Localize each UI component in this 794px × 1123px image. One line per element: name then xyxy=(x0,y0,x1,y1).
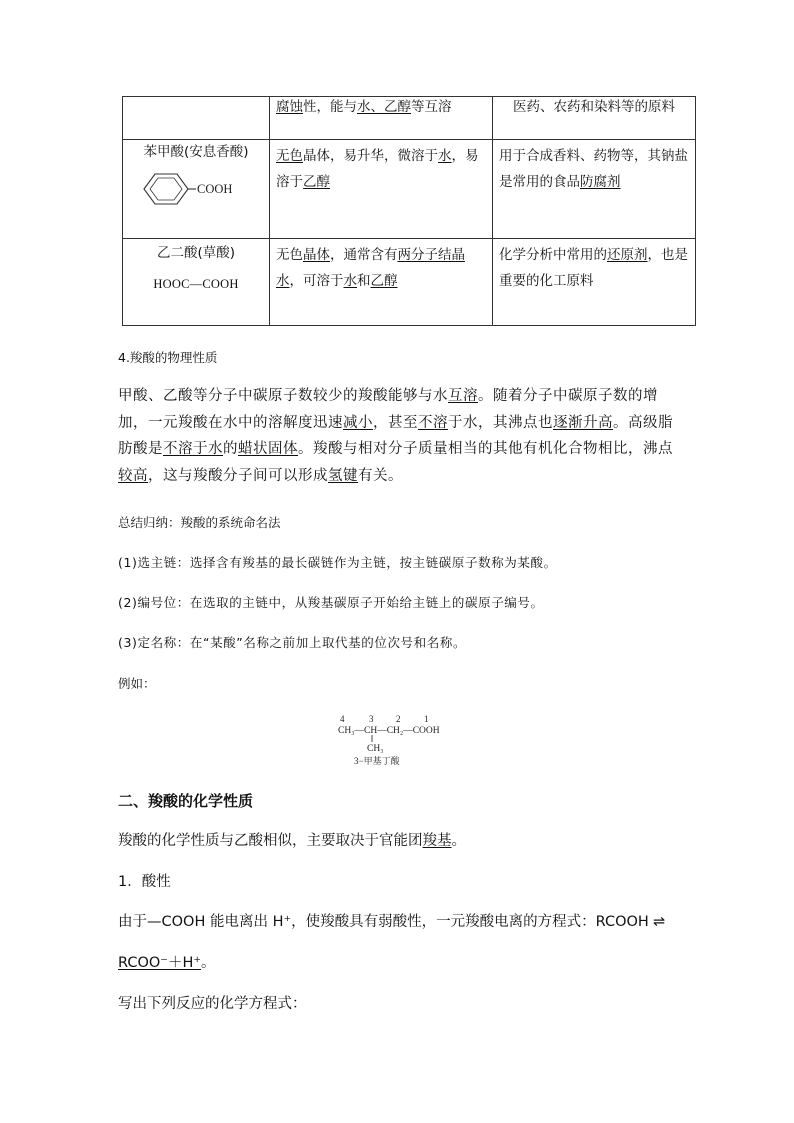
cell-text: 无色 xyxy=(276,247,303,263)
section-two-heading: 二、羧酸的化学性质 xyxy=(118,792,254,810)
compound-name: 苯甲酸(安息香酸) xyxy=(143,144,249,160)
underlined-answer: 蜡状固体 xyxy=(238,441,298,457)
table-cell xyxy=(493,140,696,239)
compound-name: 乙二酸(草酸) xyxy=(156,245,236,261)
underlined-answer: 水 xyxy=(343,272,357,289)
underlined-answer: 不溶 xyxy=(418,414,448,431)
underlined-answer: 水、乙醇 xyxy=(357,99,411,115)
underlined-answer: 还原剂 xyxy=(607,247,648,263)
cell-text: 晶体，易升华，微溶于 xyxy=(303,148,438,164)
text: 甲酸、乙酸等分子中碳原子数较少的羧酸能够与水 xyxy=(118,388,448,404)
underlined-answer: 较高 xyxy=(118,467,148,484)
text: 的 xyxy=(223,441,238,457)
ionization-equation xyxy=(118,951,684,972)
cell-text: 化学分析中常用的 xyxy=(499,247,607,263)
underlined-answer: 互溶 xyxy=(448,388,478,404)
underlined-answer: 防腐剂 xyxy=(580,173,621,190)
cell-text: ，易溶于 xyxy=(276,148,479,190)
cell-text: 和 xyxy=(357,272,371,289)
text: 。羧酸与相对分子质量相当的其他有机化合物相比，沸点 xyxy=(298,441,673,457)
table-cell xyxy=(493,97,696,140)
table-cell xyxy=(123,97,270,140)
table-cell xyxy=(270,239,493,326)
underlined-answer: 腐蚀 xyxy=(276,99,303,115)
figure-caption: 3−甲基丁酸 xyxy=(354,756,400,766)
carbon-number-1: 1 xyxy=(424,714,429,724)
acidity-explanation xyxy=(118,910,684,931)
table-cell xyxy=(493,239,696,326)
table-cell xyxy=(270,140,493,239)
underlined-answer: 逐渐升高 xyxy=(553,414,613,431)
oxalic-acid-structure: HOOC—COOH xyxy=(153,276,239,291)
underlined-answer: 水 xyxy=(438,148,452,164)
table-cell xyxy=(123,140,270,239)
equilibrium-arrow-icon: ⇌ xyxy=(652,914,665,930)
naming-rule-1: (1)选主链：选择含有羧基的最长碳链作为主链，按主链碳原子数称为某酸。 xyxy=(118,555,557,570)
table-row xyxy=(123,140,696,239)
text: 。 xyxy=(201,955,216,971)
cell-text: 用于合成香料、药物等，其钠盐是常用的食品 xyxy=(499,148,688,190)
underlined-answer: RCOO⁻＋H⁺ xyxy=(118,955,202,971)
text: 由于—COOH 能电离出 H⁺，使羧酸具有弱酸性，一元羧酸电离的方程式：RCOOH xyxy=(118,914,649,930)
underlined-answer: 两分子结晶水 xyxy=(276,247,465,289)
table-cell xyxy=(270,97,493,140)
underlined-answer: 乙醇 xyxy=(370,272,398,289)
cell-text: 性，能与 xyxy=(303,99,357,115)
main-chain: CH₃—CH—CH₂—COOH xyxy=(338,726,440,736)
text: 。 xyxy=(451,833,466,849)
table-row xyxy=(123,97,696,140)
underlined-answer: 氢键 xyxy=(328,467,358,484)
physical-properties-paragraph xyxy=(118,383,684,489)
chemical-properties-intro xyxy=(118,829,684,850)
naming-rule-2: (2)编号位：在选取的主链中，从羧基碳原子开始给主链上的碳原子编号。 xyxy=(118,595,544,610)
table-cell xyxy=(123,239,270,326)
cooh-group-label: COOH xyxy=(197,181,233,196)
text: ，这与羧酸分子间可以形成 xyxy=(148,467,328,484)
text: ，甚至 xyxy=(373,414,418,431)
text: 有关。 xyxy=(358,467,403,484)
text: 。高级脂肪酸是 xyxy=(118,414,673,457)
underlined-answer: 羧基 xyxy=(422,833,452,849)
carbon-number-3: 3 xyxy=(369,714,374,724)
structural-formula-3-methylbutanoic-acid xyxy=(336,712,466,768)
underlined-answer: 不溶于水 xyxy=(163,441,223,457)
carbon-number-2: 2 xyxy=(396,714,401,724)
carbon-number-4: 4 xyxy=(340,714,345,724)
underlined-answer: 晶体 xyxy=(303,247,330,263)
example-label: 例如： xyxy=(118,676,156,691)
cell-text: ，通常含有 xyxy=(330,247,398,263)
cell-text: ，也是重要的化工原料 xyxy=(499,247,688,289)
text: 羧酸的化学性质与乙酸相似，主要取决于官能团 xyxy=(118,833,423,849)
benzene-ring-structure xyxy=(136,168,256,210)
cell-text: 医药、农药和染料等的原料 xyxy=(513,99,675,115)
write-equations-prompt: 写出下列反应的化学方程式： xyxy=(118,996,307,1012)
underlined-answer: 乙醇 xyxy=(303,173,330,190)
summary-heading: 总结归纳：羧酸的系统命名法 xyxy=(118,515,281,530)
naming-rule-3: (3)定名称：在“某酸”名称之前加上取代基的位次号和名称。 xyxy=(118,635,467,650)
text: 。随着分子中碳原子数的增加，一元羧酸在水中的溶解度迅速 xyxy=(118,388,658,431)
subsection-acidity: 1．酸性 xyxy=(118,874,171,890)
methyl-branch: CH₃ xyxy=(367,744,384,754)
underlined-answer: 无色 xyxy=(276,148,303,164)
underlined-answer: 减小 xyxy=(343,414,373,431)
carboxylic-acid-table xyxy=(122,96,696,326)
section-heading: 4.羧酸的物理性质 xyxy=(118,350,218,365)
cell-text: ，可溶于 xyxy=(289,272,344,289)
text: 于水，其沸点也 xyxy=(448,414,553,431)
table-row xyxy=(123,239,696,326)
cell-text: 等互溶 xyxy=(411,99,452,115)
